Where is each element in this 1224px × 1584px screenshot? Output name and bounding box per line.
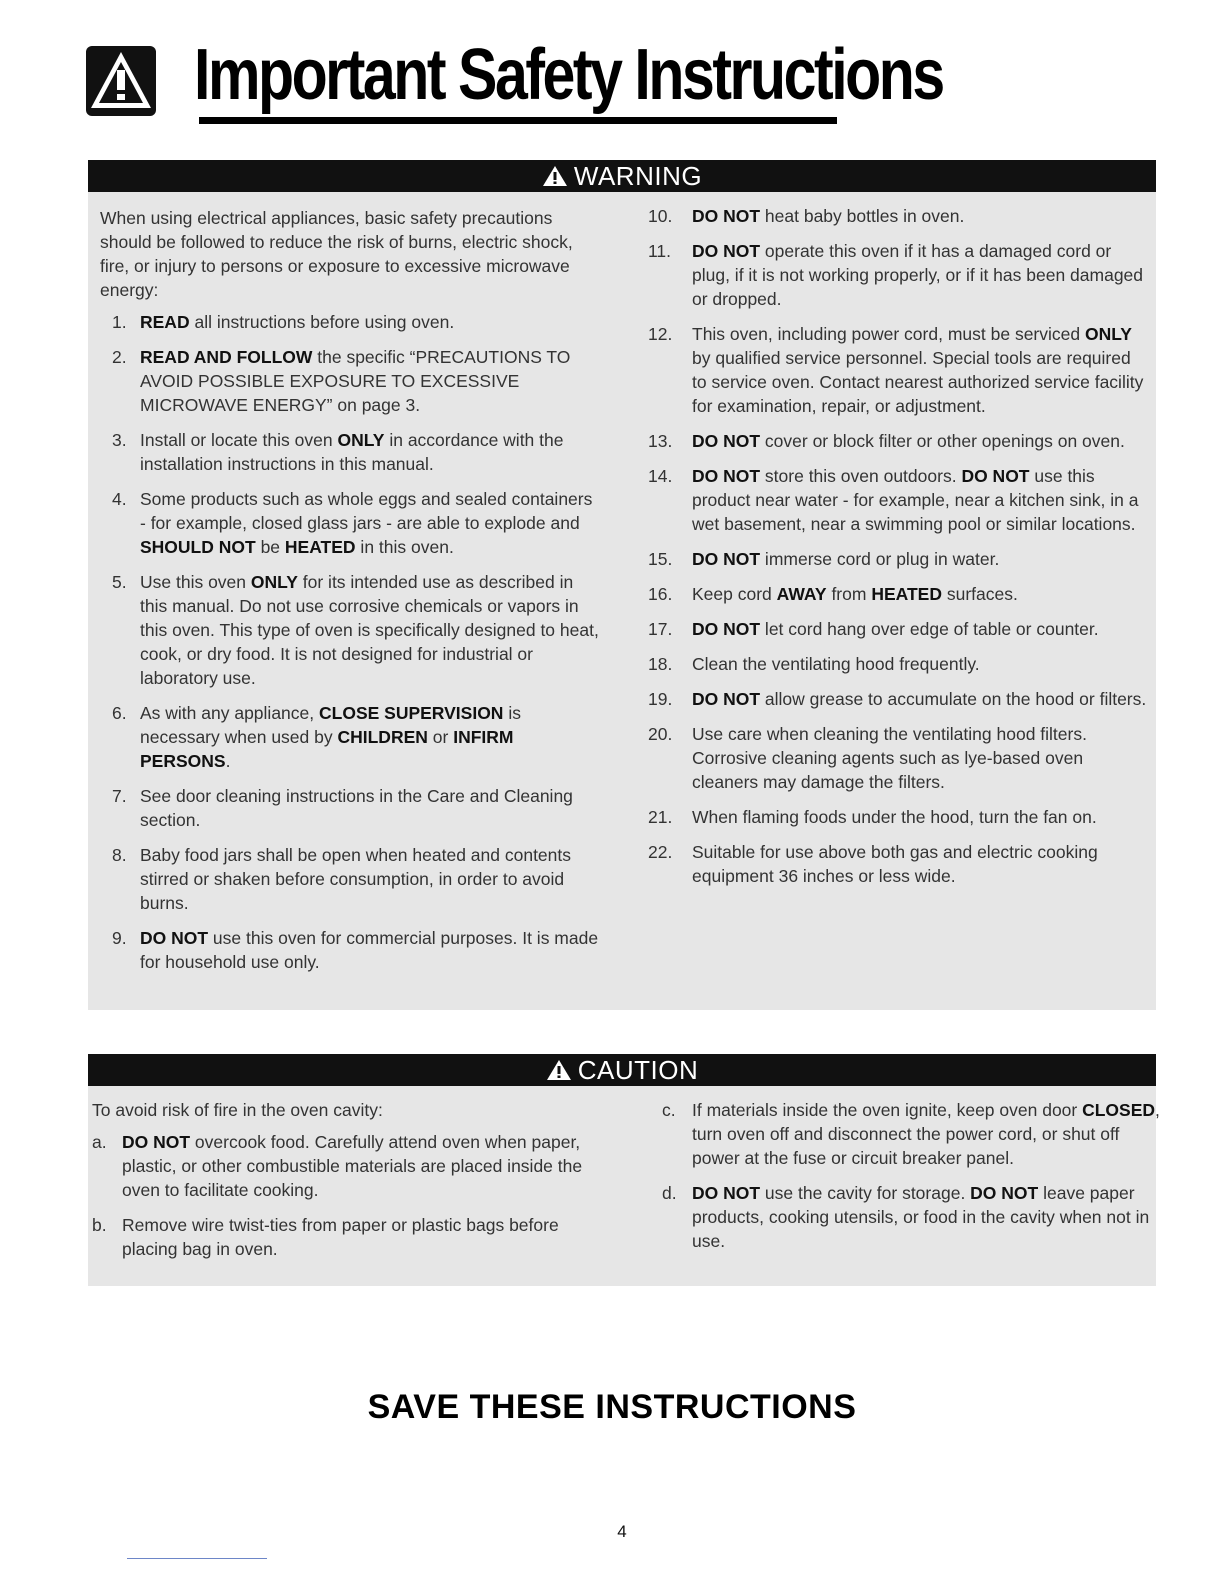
instruction-item bbox=[648, 652, 1148, 676]
emphasis-text: DO NOT bbox=[692, 431, 761, 451]
emphasis-text: CHILDREN bbox=[337, 727, 428, 747]
caution-panel bbox=[88, 1054, 1160, 1286]
emphasis-text: ONLY bbox=[337, 430, 385, 450]
emphasis-text: DO NOT bbox=[140, 928, 209, 948]
item-text: operate this oven if it has a damaged cord or plug, if it is not working properly, or if it has been damaged or dropped. bbox=[692, 241, 1144, 309]
item-number: c. bbox=[662, 1100, 676, 1120]
item-text: Remove wire twist-ties from paper or plastic bags before placing bag in oven. bbox=[122, 1215, 559, 1259]
save-instructions-heading: SAVE THESE INSTRUCTIONS bbox=[367, 1388, 857, 1426]
warning-label: WARNING bbox=[573, 161, 703, 191]
item-text: use this oven for commercial purposes. It is made for household use only. bbox=[140, 928, 599, 972]
item-text: See door cleaning instructions in the Care and Cleaning section. bbox=[140, 786, 573, 830]
item-text: in accordance with the installation instructions in this manual. bbox=[140, 430, 564, 474]
item-number: 19. bbox=[648, 689, 673, 709]
item-text: or bbox=[427, 727, 454, 747]
instruction-item bbox=[648, 204, 1148, 228]
item-number: 22. bbox=[648, 842, 673, 862]
item-number: 2. bbox=[112, 347, 127, 367]
emphasis-text: SHOULD NOT bbox=[140, 537, 256, 557]
item-number: 18. bbox=[648, 654, 673, 674]
item-text: Use this oven bbox=[140, 572, 251, 592]
caution-header-bar bbox=[88, 1054, 1156, 1086]
item-text: When flaming foods under the hood, turn the fan on. bbox=[692, 807, 1097, 827]
instruction-item bbox=[92, 1130, 592, 1202]
item-number: 16. bbox=[648, 584, 673, 604]
item-text: surfaces. bbox=[941, 584, 1018, 604]
item-text: be bbox=[255, 537, 285, 557]
instruction-item bbox=[100, 487, 600, 559]
item-number: 8. bbox=[112, 845, 127, 865]
item-text: for its intended use as described in this manual. Do not use corrosive chemicals or vapors in this oven. This type of oven is specifically designed to heat, cook, or dry food. It is not designed for industrial or laboratory use. bbox=[140, 572, 599, 688]
instruction-item bbox=[648, 464, 1148, 536]
instruction-item bbox=[648, 687, 1148, 711]
caution-right-column bbox=[662, 1098, 1162, 1264]
emphasis-text: DO NOT bbox=[692, 619, 761, 639]
item-number: 9. bbox=[112, 928, 127, 948]
warning-triangle-icon bbox=[86, 46, 156, 116]
item-text: let cord hang over edge of table or counter. bbox=[760, 619, 1099, 639]
item-text: leave paper products, cooking utensils, or food in the cavity when not in use. bbox=[692, 1183, 1150, 1251]
item-number: 15. bbox=[648, 549, 673, 569]
instruction-item bbox=[100, 310, 600, 334]
instruction-item bbox=[100, 570, 600, 690]
item-text: the specific “PRECAUTIONS TO AVOID POSSIBLE EXPOSURE TO EXCESSIVE MICROWAVE ENERGY” on page 3. bbox=[140, 347, 571, 415]
item-number: 5. bbox=[112, 572, 127, 592]
emphasis-text: CLOSE SUPERVISION bbox=[319, 703, 504, 723]
warning-icon bbox=[542, 165, 568, 187]
item-text: Clean the ventilating hood frequently. bbox=[692, 654, 980, 674]
emphasis-text: INFIRM PERSONS bbox=[140, 727, 514, 771]
emphasis-text: DO NOT bbox=[692, 466, 761, 486]
instruction-item bbox=[100, 843, 600, 915]
item-number: 6. bbox=[112, 703, 127, 723]
caution-icon bbox=[546, 1059, 572, 1081]
item-text: Use care when cleaning the ventilating hood filters. Corrosive cleaning agents such as lye-based oven cleaners may damage the filters. bbox=[692, 724, 1087, 792]
emphasis-text: READ bbox=[140, 312, 190, 332]
instruction-item bbox=[100, 784, 600, 832]
item-text: all instructions before using oven. bbox=[189, 312, 455, 332]
emphasis-text: DO NOT bbox=[961, 466, 1030, 486]
item-text: . bbox=[225, 751, 231, 771]
warning-right-column bbox=[648, 204, 1148, 899]
warning-panel bbox=[88, 160, 1156, 1010]
warning-header-bar bbox=[88, 160, 1156, 192]
item-text: heat baby bottles in oven. bbox=[760, 206, 965, 226]
emphasis-text: ONLY bbox=[250, 572, 298, 592]
item-number: 7. bbox=[112, 786, 127, 806]
item-text: is necessary when used by bbox=[140, 703, 521, 747]
emphasis-text: CLOSED bbox=[1082, 1100, 1156, 1120]
item-number: 14. bbox=[648, 466, 673, 486]
item-text: Baby food jars shall be open when heated and contents stirred or shaken before consumption, in order to avoid burns. bbox=[140, 845, 572, 913]
item-text: use this product near water - for example, near a kitchen sink, in a wet basement, near a swimming pool or similar locations. bbox=[692, 466, 1139, 534]
item-text: cover or block filter or other openings on oven. bbox=[760, 431, 1125, 451]
emphasis-text: HEATED bbox=[284, 537, 356, 557]
instruction-item bbox=[648, 805, 1148, 829]
caution-right-list bbox=[662, 1098, 1162, 1253]
emphasis-text: DO NOT bbox=[122, 1132, 191, 1152]
item-text: use the cavity for storage. bbox=[760, 1183, 971, 1203]
instruction-item bbox=[100, 701, 600, 773]
item-number: 21. bbox=[648, 807, 673, 827]
emphasis-text: DO NOT bbox=[692, 1183, 761, 1203]
caution-left-column bbox=[92, 1086, 592, 1272]
caution-intro: To avoid risk of fire in the oven cavity: bbox=[92, 1100, 383, 1120]
emphasis-text: DO NOT bbox=[692, 689, 761, 709]
item-text: immerse cord or plug in water. bbox=[760, 549, 1000, 569]
item-number: 12. bbox=[648, 324, 673, 344]
instruction-item bbox=[648, 582, 1148, 606]
item-number: 1. bbox=[112, 312, 127, 332]
item-number: 11. bbox=[648, 241, 672, 261]
emphasis-text: DO NOT bbox=[692, 206, 761, 226]
warning-left-column bbox=[100, 192, 600, 985]
instruction-item bbox=[648, 840, 1148, 888]
item-number: 20. bbox=[648, 724, 673, 744]
instruction-item bbox=[648, 617, 1148, 641]
footer-rule bbox=[127, 1558, 267, 1559]
emphasis-text: DO NOT bbox=[692, 241, 761, 261]
item-number: 13. bbox=[648, 431, 673, 451]
instruction-item bbox=[92, 1213, 592, 1261]
item-number: 4. bbox=[112, 489, 127, 509]
item-text: allow grease to accumulate on the hood or filters. bbox=[760, 689, 1147, 709]
warning-right-list bbox=[648, 204, 1148, 888]
item-text: , turn oven off and disconnect the power cord, or shut off power at the fuse or circuit breaker panel. bbox=[692, 1100, 1160, 1168]
item-text: Install or locate this oven bbox=[140, 430, 338, 450]
item-number: 3. bbox=[112, 430, 127, 450]
item-number: b. bbox=[92, 1215, 107, 1235]
title-underline bbox=[199, 117, 837, 124]
item-number: a. bbox=[92, 1132, 107, 1152]
item-text: by qualified service personnel. Special tools are required to service oven. Contact nearest authorized service facility for examination, repair, or adjustment. bbox=[692, 348, 1144, 416]
caution-label: CAUTION bbox=[577, 1055, 699, 1085]
emphasis-text: DO NOT bbox=[692, 549, 761, 569]
instruction-item bbox=[662, 1181, 1162, 1253]
item-number: 10. bbox=[648, 206, 673, 226]
item-text: overcook food. Carefully attend oven when paper, plastic, or other combustible materials are placed inside the oven to facilitate cooking. bbox=[122, 1132, 583, 1200]
instruction-item bbox=[662, 1098, 1162, 1170]
item-text: If materials inside the oven ignite, keep oven door bbox=[692, 1100, 1083, 1120]
page-number: 4 bbox=[617, 1522, 627, 1541]
page-title: Important Safety Instructions bbox=[194, 35, 943, 115]
item-text: from bbox=[826, 584, 872, 604]
instruction-item bbox=[648, 322, 1148, 418]
item-text: Some products such as whole eggs and sealed containers - for example, closed glass jars - are able to explode and bbox=[140, 489, 593, 533]
item-text: This oven, including power cord, must be serviced bbox=[692, 324, 1085, 344]
instruction-item bbox=[100, 345, 600, 417]
item-text: in this oven. bbox=[355, 537, 454, 557]
emphasis-text: DO NOT bbox=[970, 1183, 1039, 1203]
instruction-item bbox=[100, 926, 600, 974]
item-text: As with any appliance, bbox=[140, 703, 319, 723]
item-text: store this oven outdoors. bbox=[760, 466, 962, 486]
warning-left-list bbox=[100, 310, 600, 974]
instruction-item bbox=[648, 239, 1148, 311]
item-text: Keep cord bbox=[692, 584, 777, 604]
instruction-item bbox=[648, 547, 1148, 571]
caution-left-list bbox=[92, 1130, 592, 1261]
instruction-item bbox=[100, 428, 600, 476]
warning-intro: When using electrical appliances, basic safety precautions should be followed to reduce the risk of burns, electric shock, fire, or injury to persons or exposure to excessive microwave energy: bbox=[100, 208, 573, 300]
item-text: Suitable for use above both gas and electric cooking equipment 36 inches or less wide. bbox=[692, 842, 1098, 886]
emphasis-text: HEATED bbox=[871, 584, 942, 604]
instruction-item bbox=[648, 429, 1148, 453]
emphasis-text: READ AND FOLLOW bbox=[140, 347, 313, 367]
emphasis-text: AWAY bbox=[776, 584, 827, 604]
instruction-item bbox=[648, 722, 1148, 794]
emphasis-text: ONLY bbox=[1084, 324, 1132, 344]
item-number: d. bbox=[662, 1183, 677, 1203]
item-number: 17. bbox=[648, 619, 673, 639]
